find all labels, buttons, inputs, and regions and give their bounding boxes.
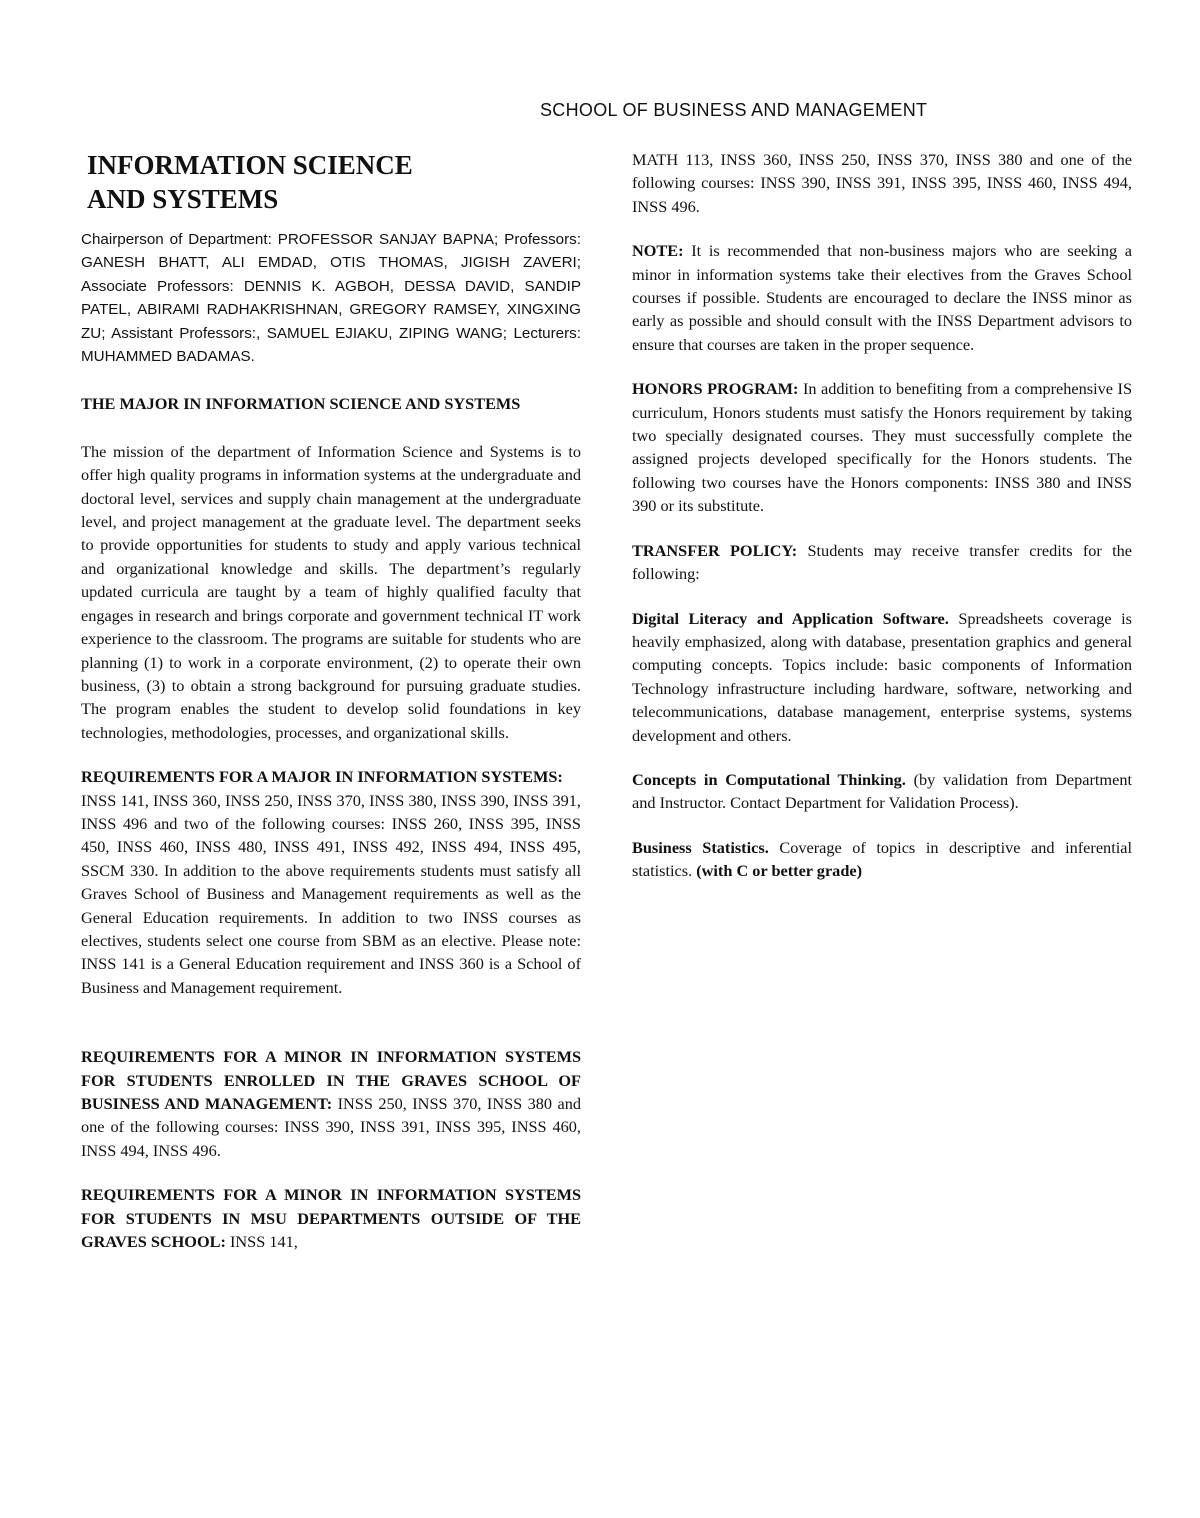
- computational-thinking-label: Concepts in Computational Thinking.: [632, 769, 906, 789]
- business-statistics-label: Business Statistics.: [632, 837, 769, 857]
- req-minor-outside-heading: REQUIREMENTS FOR A MINOR IN INFORMATION SYSTEMS FOR STUDENTS IN MSU DEPARTMENTS OUTSIDE OF THE GRAVES SCHOOL:: [81, 1185, 581, 1252]
- major-heading: THE MAJOR IN INFORMATION SCIENCE AND SYSTEMS: [81, 394, 521, 414]
- honors-paragraph: [632, 377, 1132, 517]
- business-statistics-text: Coverage of topics in descriptive and inferential statistics.: [632, 837, 1132, 881]
- req-major-text: INSS 141, INSS 360, INSS 250, INSS 370, INSS 380, INSS 390, INSS 391, INSS 496 and two of the following courses: INSS 260, INSS 395, INSS 450, INSS 460, INSS 480, INSS 491, INSS 492, INSS 494, INSS 495, SSCM 330. In addition to the above requirements students must satisfy all Graves School of Business and Management requirements as well as the General Education requirements. In addition to two INSS courses as electives, students select one course from SBM as an elective. Please note: INSS 141 is a General Education requirement and INSS 360 is a School of Business and Management requirement.: [81, 790, 581, 997]
- digital-literacy-paragraph: [632, 607, 1132, 747]
- note-paragraph: [632, 239, 1132, 356]
- department-title-line1: INFORMATION SCIENCE: [87, 150, 413, 180]
- transfer-text: Students may receive transfer credits for the following:: [632, 540, 1132, 584]
- transfer-paragraph: [632, 539, 1132, 586]
- mission-paragraph: The mission of the department of Information Science and Systems is to offer high quality programs in information systems at the undergraduate and doctoral level, services and supply chain management at the undergraduate level, and project management at the graduate level. The department seeks to provide opportunities for students to study and apply various technical and organizational knowledge and skills. The department’s regularly updated curricula are taught by a team of highly qualified faculty that engages in research and brings corporate and government technical IT work experience to the classroom. The programs are suitable for students who are planning (1) to work in a corporate environment, (2) to operate their own business, (3) to obtain a strong background for pursuing graduate studies. The program enables the student to develop solid foundations in key technologies, methodologies, processes, and organizational skills.: [81, 441, 581, 742]
- note-text: It is recommended that non-business majors who are seeking a minor in information systems take their electives from the Graves School courses if possible. Students are encouraged to declare the INSS minor as early as possible and should consult with the INSS Department advisors to ensure that courses are taken in the proper sequence.: [632, 241, 1133, 354]
- honors-label: HONORS PROGRAM:: [632, 379, 799, 399]
- minor-continued-text: MATH 113, INSS 360, INSS 250, INSS 370, INSS 380 and one of the following courses: INSS 390, INSS 391, INSS 395, INSS 460, INSS 494, INSS 496.: [632, 150, 1132, 216]
- honors-text: In addition to benefiting from a comprehensive IS curriculum, Honors students must satisfy the Honors requirement by taking two specially designated courses. They must successfully complete the assigned projects developed specifically for the Honors students. The following two courses have the Honors components: INSS 380 and INSS 390 or its substitute.: [632, 379, 1133, 516]
- department-title-line2: AND SYSTEMS: [87, 184, 279, 214]
- req-minor-outside-text: INSS 141,: [230, 1232, 298, 1252]
- transfer-label: TRANSFER POLICY:: [632, 540, 798, 560]
- req-minor-outside: [81, 1183, 581, 1253]
- business-statistics-grade: (with C or better grade): [696, 861, 863, 881]
- req-major-heading: REQUIREMENTS FOR A MAJOR IN INFORMATION SYSTEMS:: [81, 767, 563, 787]
- note-label: NOTE:: [632, 241, 684, 261]
- req-minor-graves: [81, 1045, 581, 1162]
- digital-literacy-label: Digital Literacy and Application Software.: [632, 608, 949, 628]
- computational-thinking-paragraph: [632, 768, 1132, 815]
- req-minor-graves-text: INSS 250, INSS 370, INSS 380 and one of the following courses: INSS 390, INSS 391, INSS 395, INSS 460, INSS 494, INSS 496.: [81, 1094, 581, 1160]
- running-header: SCHOOL OF BUSINESS AND MANAGEMENT: [540, 100, 928, 120]
- computational-thinking-text: (by validation from Department and Instructor. Contact Department for Validation Process).: [632, 769, 1132, 813]
- faculty-list: Chairperson of Department: PROFESSOR SANJAY BAPNA; Professors: GANESH BHATT, ALI EMDAD, OTIS THOMAS, JIGISH ZAVERI; Associate Professors: DENNIS K. AGBOH, DESSA DAVID, SANDIP PATEL, ABIRAMI RADHAKRISHNAN, GREGORY RAMSEY, XINGXING ZU; Assistant Professors:, SAMUEL EJIAKU, ZIPING WANG; Lecturers: MUHAMMED BADAMAS.: [81, 231, 581, 366]
- business-statistics-paragraph: [632, 836, 1132, 883]
- digital-literacy-text: Spreadsheets coverage is heavily emphasized, along with database, presentation graphics and general computing concepts. Topics include: basic components of Information Technology infrastructure including hardware, software, networking and telecommunications, database management, enterprise systems, systems development and others.: [632, 608, 1132, 745]
- req-minor-graves-heading: REQUIREMENTS FOR A MINOR IN INFORMATION SYSTEMS FOR STUDENTS ENROLLED IN THE GRAVES SCHOOL OF BUSINESS AND MANAGEMENT:: [81, 1047, 581, 1113]
- department-title: [87, 148, 581, 216]
- left-column: [81, 148, 581, 1253]
- right-column: [632, 148, 1132, 883]
